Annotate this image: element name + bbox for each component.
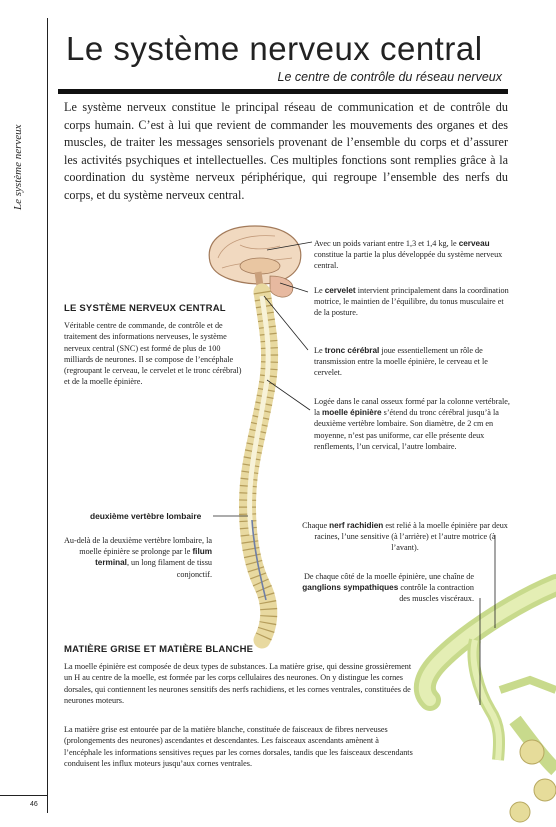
callout-tronc-term: tronc cérébral (324, 346, 380, 355)
callout-ganglions-text-end: contrôle la contraction des muscles viscéraux. (398, 583, 474, 604)
callout-ganglions-text: De chaque côté de la moelle épinière, une chaîne de (303, 572, 474, 581)
matiere-heading: MATIÈRE GRISE ET MATIÈRE BLANCHE (64, 644, 254, 655)
callout-cerveau-term: cerveau (458, 239, 490, 248)
callout-tronc-text-end: joue essentiellement un rôle de transmission entre la moelle épinière, le cerveau et le cervelet. (314, 346, 488, 378)
callout-ganglions-term: ganglions sympathiques (302, 583, 399, 593)
callout-cervelet-text-end: intervient principalement dans la coordination motrice, le maintien de l’équilibre, du tonus musculaire et de la posture. (314, 286, 509, 318)
matiere-paragraph-2: La matière grise est entourée par de la matière blanche, constituée de faisceaux de fibres nerveuses (prolongements des neurones) ascendantes et descendantes. Les faisceaux ascendants amènent à l’encéphale les informations sensitives reçues par les cornes dorsales, tandis que les faisceaux descendants conduisent les influx moteurs jusqu’aux cornes ventrales. (64, 725, 413, 768)
callout-nerf-text-end: est relié à la moelle épinière par deux racines, l’une sensitive (à l’arrière) et l’autre motrice (à l’avant). (314, 521, 508, 553)
callout-cervelet (314, 285, 510, 319)
callout-cervelet-term: cervelet (324, 286, 356, 295)
filum-callout (60, 535, 212, 580)
snc-text: Véritable centre de commande, de contrôle et de traitement des informations nerveuses, le système nerveux central (SNC) est formé de plus de 100 milliards de neurones. Il se compose de l’encéphale (regroupant le cerveau, le cervelet et le tronc cérébral) et de la moelle épinière. (64, 321, 242, 387)
callout-moelle-text: Logée dans le canal osseux formé par la colonne vertébrale, la (314, 397, 510, 418)
page-title: Le système nerveux central (66, 30, 483, 67)
callout-tronc (314, 345, 510, 379)
callout-nerf-text: Chaque (302, 521, 330, 530)
callout-moelle-term: moelle épinière (321, 408, 382, 418)
callout-tronc-text: Le (314, 346, 325, 355)
callout-cerveau-text: Avec un poids variant entre 1,3 et 1,4 kg, le (314, 239, 459, 248)
page-number: 46 (30, 801, 38, 808)
callout-moelle (314, 396, 510, 452)
matiere-paragraph-1: La moelle épinière est composée de deux types de substances. La matière grise, qui dessine grossièrement un H au centre de la moelle, est formée par les corps cellulaires des neurones. On y distingue les cornes dorsales, qui contiennent les neurones sensitifs des nerfs rachidiens, et les cornes ventrales, constituées de neurones moteurs. (64, 662, 412, 705)
callout-nerf (300, 520, 510, 554)
callout-cerveau-text-end: constitue la partie la plus développée du système nerveux central. (314, 250, 503, 271)
callout-cerveau (314, 238, 504, 272)
callout-nerf-term: nerf rachidien (329, 521, 384, 530)
page-subtitle: Le centre de contrôle du réseau nerveux (277, 70, 502, 84)
filum-callout-text: Au-delà de la deuxième vertèbre lombaire, la moelle épinière se prolonge par le (64, 536, 212, 557)
intro-paragraph: Le système nerveux constitue le principal réseau de communication et de contrôle du corps humain. C’est à lui que revient de commander les mouvements des organes et des muscles, de traiter les messages sensoriels provenant de l’ensemble du corps et d’assurer les activités psychiques et intellectuelles. Ces multiples fonctions sont remplies grâce à la coordination du système nerveux périphérique, qui regroupe l’ensemble des nerfs du corps, et du système nerveux central. (64, 100, 508, 202)
callout-ganglions (292, 571, 474, 605)
callout-cervelet-text: Le (314, 286, 325, 295)
snc-heading: LE SYSTÈME NERVEUX CENTRAL (64, 303, 226, 314)
filum-callout-term: filum terminal (95, 547, 212, 568)
nerve-branch-illustration (425, 585, 556, 822)
filum-callout-text-end: , un long filament de tissu conjonctif. (126, 558, 212, 579)
lumbar-label: deuxième vertèbre lombaire (90, 511, 202, 521)
section-side-label: Le système nerveux (12, 124, 24, 210)
callout-moelle-text-end: s’étend du tronc cérébral jusqu’à la deuxième vertèbre lombaire. Son diamètre, de 2 cm en moyenne, n’est pas uniforme, car elle présente deux renflements, l’un cervical, l’autre lombaire. (314, 408, 499, 451)
